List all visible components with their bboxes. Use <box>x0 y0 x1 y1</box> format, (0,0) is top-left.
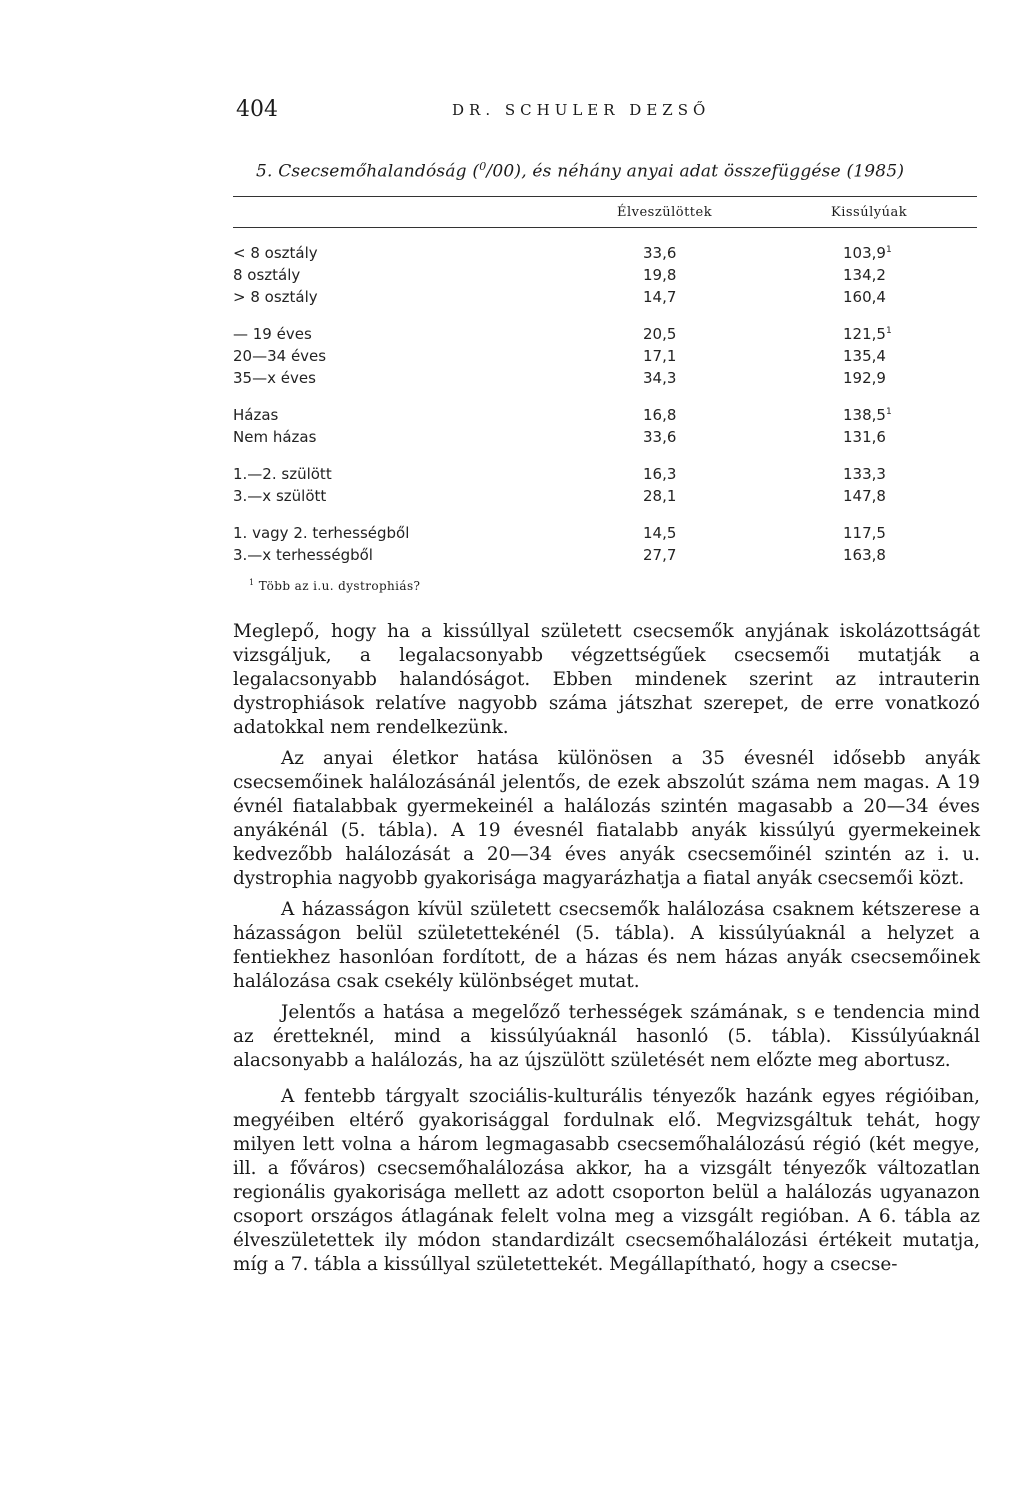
cell-low-weight-value: 117,5 <box>843 524 886 542</box>
cell-low-weight <box>843 546 886 564</box>
table-row-group <box>233 323 977 389</box>
cell-low-weight-value: 163,8 <box>843 546 886 564</box>
body-paragraph: Meglepő, hogy ha a kissúllyal született csecsemők anyjának iskolázottságát vizsgáljuk, a legalacsonyabb végzettségűek csecsemői mutatják a legalacsonyabb halandóságot. Ebben mindenek szerint az intrauterin dystrophiások relatíve nagyobb száma játszhat szerepet, de erre vonatkozó adatokkal nem rendelkezünk. <box>233 621 980 738</box>
cell-low-weight-value: 134,2 <box>843 266 886 284</box>
column-header-live-births: Élveszülöttek <box>617 205 713 220</box>
cell-low-weight <box>843 266 886 284</box>
table-footnote: $^1$ Több az i.u. dystrophiás? <box>249 578 421 593</box>
footnote-marker: 1 <box>885 245 892 255</box>
table-row-group <box>233 404 977 448</box>
cell-live-births: 33,6 <box>643 428 677 446</box>
cell-live-births: 14,7 <box>643 288 677 306</box>
row-label: — 19 éves <box>233 325 312 343</box>
row-label: > 8 osztály <box>233 288 318 306</box>
running-head: DR. SCHULER DEZSŐ <box>452 101 711 119</box>
table-column-headers <box>233 197 977 227</box>
cell-low-weight <box>843 244 892 262</box>
cell-low-weight-value: 160,4 <box>843 288 886 306</box>
cell-low-weight <box>843 347 886 365</box>
cell-live-births: 27,7 <box>643 546 677 564</box>
cell-live-births: 19,8 <box>643 266 677 284</box>
data-table <box>233 196 977 593</box>
table-row <box>233 264 977 286</box>
table-row <box>233 463 977 485</box>
table-row-group <box>233 463 977 507</box>
row-label: 35—x éves <box>233 369 316 387</box>
cell-live-births: 16,3 <box>643 465 677 483</box>
cell-low-weight <box>843 325 892 343</box>
cell-low-weight <box>843 288 886 306</box>
cell-low-weight-value: 138,5 <box>843 406 886 424</box>
body-paragraph: Az anyai életkor hatása különösen a 35 évesnél idősebb anyák csecsemőinek halálozásánál jelentős, de ezek abszolút száma nem magas. A 19 évnél fiatalabbak gyermekeinél a halálozás szintén magasabb a 20—34 éves anyákénál (5. tábla). A 19 évesnél fiatalabb anyák kissúlyú gyermekeinek kedvezőbb halálozását a 20—34 éves anyák csecsemőinél szintén az i. u. dystrophia nagyobb gyakorisága magyarázhatja a fiatal anyák csecsemői közt. <box>233 748 980 889</box>
body-paragraph: A fentebb tárgyalt szociális-kulturális tényezők hazánk egyes régióiban, megyéiben eltérő gyakorisággal fordulnak elő. Megvizsgáltuk tehát, hogy milyen lett volna a három legmagasabb csecsemőhalálozású régió (két megye, ill. a főváros) csecsemőhalálozása akkor, ha a vizsgált tényezők változatlan regionális gyakorisága mellett az adott csoporton belül a halálozás ugyanazon csoport országos átlagának felelt volna meg a vizsgált regióban. A 6. tábla az élveszületettek ily módon standardizált csecsemőhalálozási értékeit mutatja, míg a 7. tábla a kissúllyal születettekét. Megállapítható, hogy a csecse- <box>233 1086 980 1275</box>
table-row <box>233 367 977 389</box>
cell-low-weight <box>843 465 886 483</box>
cell-low-weight-value: 131,6 <box>843 428 886 446</box>
cell-low-weight-value: 135,4 <box>843 347 886 365</box>
body-paragraph: A házasságon kívül született csecsemők halálozása csaknem kétszerese a házasságon belül születettekénél (5. tábla). A kissúlyúaknál a helyzet a fentiekhez hasonlóan fordított, de a házas és nem házas anyák csecsemőinek halálozása csak csekély különbséget mutat. <box>233 899 980 992</box>
table-row <box>233 522 977 544</box>
cell-live-births: 17,1 <box>643 347 677 365</box>
table-row <box>233 345 977 367</box>
cell-low-weight-value: 192,9 <box>843 369 886 387</box>
cell-live-births: 16,8 <box>643 406 677 424</box>
cell-low-weight-value: 147,8 <box>843 487 886 505</box>
table-row <box>233 242 977 264</box>
table-body <box>233 228 977 566</box>
table-row <box>233 544 977 566</box>
footnote-marker: 1 <box>885 326 892 336</box>
page-number: 404 <box>236 97 278 122</box>
cell-low-weight <box>843 524 886 542</box>
cell-live-births: 28,1 <box>643 487 677 505</box>
table-row <box>233 286 977 308</box>
cell-low-weight-value: 103,9 <box>843 244 886 262</box>
table-row <box>233 485 977 507</box>
row-label: Nem házas <box>233 428 317 446</box>
footnote-marker: 1 <box>885 407 892 417</box>
table-row-group <box>233 522 977 566</box>
table-row-group <box>233 242 977 308</box>
body-text <box>233 620 980 1284</box>
cell-live-births: 34,3 <box>643 369 677 387</box>
cell-low-weight <box>843 487 886 505</box>
row-label: < 8 osztály <box>233 244 318 262</box>
table-row <box>233 323 977 345</box>
cell-low-weight-value: 121,5 <box>843 325 886 343</box>
cell-live-births: 20,5 <box>643 325 677 343</box>
cell-live-births: 33,6 <box>643 244 677 262</box>
column-header-low-weight: Kissúlyúak <box>831 205 908 220</box>
body-paragraph: Jelentős a hatása a megelőző terhességek számának, s e tendencia mind az éretteknél, mind a kissúlyúaknál hasonló (5. tábla). Kissúlyúaknál alacsonyabb a halálozás, ha az újszülött születését nem előzte meg abortusz. <box>233 1002 980 1071</box>
table-row <box>233 404 977 426</box>
row-label: 1.—2. szülött <box>233 465 332 483</box>
cell-low-weight <box>843 369 886 387</box>
row-label: Házas <box>233 406 279 424</box>
cell-live-births: 14,5 <box>643 524 677 542</box>
row-label: 20—34 éves <box>233 347 327 365</box>
table-row <box>233 426 977 448</box>
row-label: 8 osztály <box>233 266 301 284</box>
cell-low-weight-value: 133,3 <box>843 465 886 483</box>
row-label: 3.—x szülött <box>233 487 327 505</box>
cell-low-weight <box>843 406 892 424</box>
row-label: 1. vagy 2. terhességből <box>233 524 410 542</box>
table-title: 5. Csecsemőhalandóság ($^0$/00), és néhány anyai adat összefüggése (1985) <box>256 160 905 182</box>
row-label: 3.—x terhességből <box>233 546 373 564</box>
cell-low-weight <box>843 428 886 446</box>
page-header <box>236 97 996 133</box>
